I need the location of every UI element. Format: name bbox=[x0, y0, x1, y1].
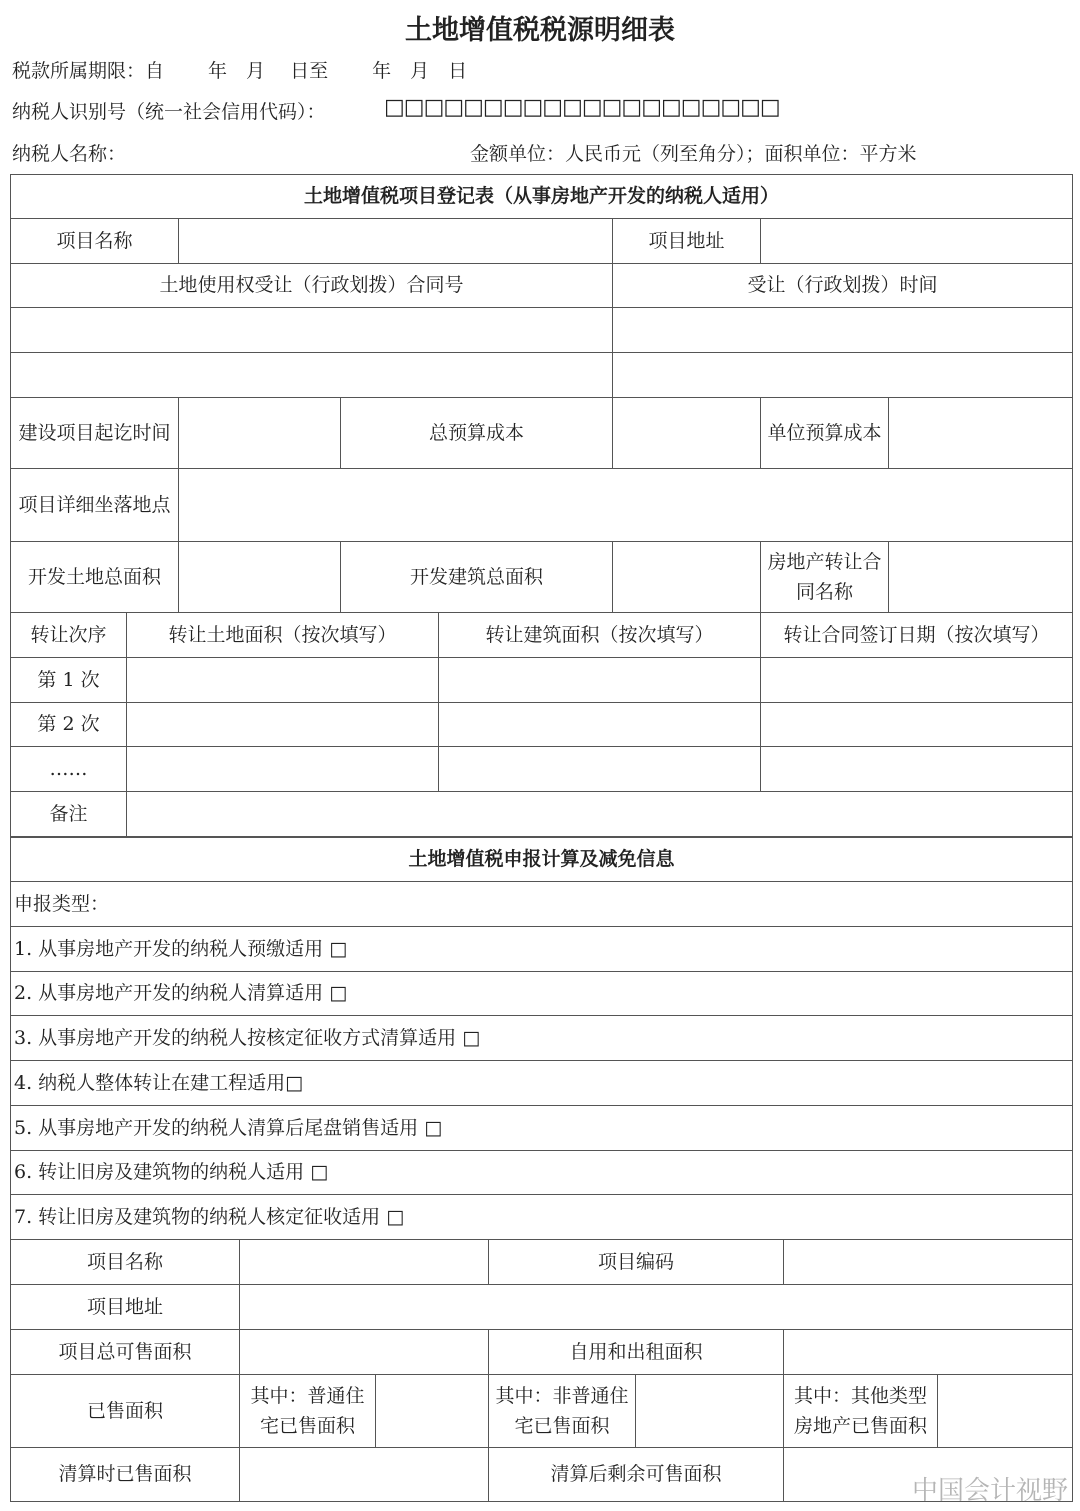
declaration-table bbox=[10, 837, 1073, 1502]
transfer-2-land-cell[interactable] bbox=[127, 703, 439, 747]
decl-project-address-label: 项目地址 bbox=[11, 1285, 240, 1330]
decl-project-code-cell[interactable] bbox=[784, 1240, 1073, 1285]
decl-project-code-label: 项目编码 bbox=[489, 1240, 784, 1285]
watermark: 中国会计视野 bbox=[911, 1476, 1068, 1506]
project-address-cell[interactable] bbox=[761, 219, 1073, 264]
construction-period-label: 建设项目起讫时间 bbox=[11, 398, 179, 469]
transfer-building-area-header: 转让建筑面积（按次填写） bbox=[439, 613, 761, 658]
self-use-rent-area-cell[interactable] bbox=[784, 1330, 1073, 1375]
transfer-time-label: 受让（行政划拨）时间 bbox=[613, 264, 1073, 308]
total-land-area-cell[interactable] bbox=[179, 542, 341, 613]
declaration-type-1[interactable]: 1. 从事房地产开发的纳税人预缴适用 □ bbox=[11, 927, 1073, 972]
detailed-location-cell[interactable] bbox=[179, 469, 1073, 542]
total-budget-label: 总预算成本 bbox=[341, 398, 613, 469]
remarks-cell[interactable] bbox=[127, 792, 1073, 837]
decl-project-address-cell[interactable] bbox=[240, 1285, 1073, 1330]
sold-area-label: 已售面积 bbox=[11, 1375, 240, 1448]
taxpayer-name-label: 纳税人名称： bbox=[12, 143, 127, 165]
contract-no-cell-1[interactable] bbox=[11, 308, 613, 353]
ordinary-residential-cell[interactable] bbox=[376, 1375, 489, 1448]
ordinary-residential-label: 其中：普通住宅已售面积 bbox=[240, 1375, 376, 1448]
project-name-label: 项目名称 bbox=[11, 219, 179, 264]
transfer-time-cell-2[interactable] bbox=[613, 353, 1073, 398]
declaration-type-4[interactable]: 4. 纳税人整体转让在建工程适用□ bbox=[11, 1061, 1073, 1106]
contract-name-label: 房地产转让合同名称 bbox=[761, 542, 889, 613]
transfer-1-land-cell[interactable] bbox=[127, 658, 439, 703]
declaration-type-6[interactable]: 6. 转让旧房及建筑物的纳税人适用 □ bbox=[11, 1151, 1073, 1195]
transfer-1-date-cell[interactable] bbox=[761, 658, 1073, 703]
declaration-type-5[interactable]: 5. 从事房地产开发的纳税人清算后尾盘销售适用 □ bbox=[11, 1106, 1073, 1151]
transfer-time-1-label: 第 1 次 bbox=[11, 658, 127, 703]
contract-no-cell-2[interactable] bbox=[11, 353, 613, 398]
declaration-type-2[interactable]: 2. 从事房地产开发的纳税人清算适用 □ bbox=[11, 972, 1073, 1016]
total-land-area-label: 开发土地总面积 bbox=[11, 542, 179, 613]
contract-no-label: 土地使用权受让（行政划拨）合同号 bbox=[11, 264, 613, 308]
transfer-1-building-cell[interactable] bbox=[439, 658, 761, 703]
other-types-cell[interactable] bbox=[938, 1375, 1073, 1448]
project-name-cell[interactable] bbox=[179, 219, 613, 264]
other-types-label: 其中：其他类型房地产已售面积 bbox=[784, 1375, 938, 1448]
page-title: 土地增值税税源明细表 bbox=[405, 15, 675, 46]
declaration-type-7[interactable]: 7. 转让旧房及建筑物的纳税人核定征收适用 □ bbox=[11, 1195, 1073, 1240]
declaration-section-title: 土地增值税申报计算及减免信息 bbox=[11, 838, 1073, 882]
remarks-label: 备注 bbox=[11, 792, 127, 837]
total-budget-cell[interactable] bbox=[613, 398, 761, 469]
transfer-2-date-cell[interactable] bbox=[761, 703, 1073, 747]
sold-at-settlement-cell[interactable] bbox=[240, 1448, 489, 1502]
transfer-order-header: 转让次序 bbox=[11, 613, 127, 658]
detailed-location-label: 项目详细坐落地点 bbox=[11, 469, 179, 542]
declaration-type-label: 申报类型： bbox=[11, 882, 1073, 927]
transfer-more-land-cell[interactable] bbox=[127, 747, 439, 792]
units-note: 金额单位：人民币元（列至角分）；面积单位：平方米 bbox=[470, 143, 917, 165]
transfer-time-2-label: 第 2 次 bbox=[11, 703, 127, 747]
unit-budget-cell[interactable] bbox=[889, 398, 1073, 469]
registration-table bbox=[10, 174, 1073, 837]
taxpayer-id-boxes[interactable]: □□□□□□□□□□□□□□□□□□□□ bbox=[384, 95, 780, 120]
self-use-rent-area-label: 自用和出租面积 bbox=[489, 1330, 784, 1375]
project-address-label: 项目地址 bbox=[613, 219, 761, 264]
taxpayer-id-label: 纳税人识别号（统一社会信用代码）： bbox=[12, 101, 326, 123]
remaining-after-settlement-label: 清算后剩余可售面积 bbox=[489, 1448, 784, 1502]
transfer-more-building-cell[interactable] bbox=[439, 747, 761, 792]
contract-date-header: 转让合同签订日期（按次填写） bbox=[761, 613, 1073, 658]
sold-at-settlement-label: 清算时已售面积 bbox=[11, 1448, 240, 1502]
decl-project-name-label: 项目名称 bbox=[11, 1240, 240, 1285]
registration-section-title: 土地增值税项目登记表（从事房地产开发的纳税人适用） bbox=[11, 175, 1073, 219]
total-building-area-cell[interactable] bbox=[613, 542, 761, 613]
non-ordinary-residential-label: 其中：非普通住宅已售面积 bbox=[489, 1375, 636, 1448]
contract-name-cell[interactable] bbox=[889, 542, 1073, 613]
declaration-type-3[interactable]: 3. 从事房地产开发的纳税人按核定征收方式清算适用 □ bbox=[11, 1016, 1073, 1061]
transfer-more-date-cell[interactable] bbox=[761, 747, 1073, 792]
non-ordinary-residential-cell[interactable] bbox=[636, 1375, 784, 1448]
tax-period-line: 税款所属期限：自 年 月 日至 年 月 日 bbox=[12, 60, 468, 82]
total-saleable-area-label: 项目总可售面积 bbox=[11, 1330, 240, 1375]
transfer-land-area-header: 转让土地面积（按次填写） bbox=[127, 613, 439, 658]
transfer-2-building-cell[interactable] bbox=[439, 703, 761, 747]
transfer-time-more-label: …… bbox=[11, 747, 127, 792]
transfer-time-cell-1[interactable] bbox=[613, 308, 1073, 353]
construction-period-cell[interactable] bbox=[179, 398, 341, 469]
decl-project-name-cell[interactable] bbox=[240, 1240, 489, 1285]
unit-budget-label: 单位预算成本 bbox=[761, 398, 889, 469]
total-saleable-area-cell[interactable] bbox=[240, 1330, 489, 1375]
total-building-area-label: 开发建筑总面积 bbox=[341, 542, 613, 613]
